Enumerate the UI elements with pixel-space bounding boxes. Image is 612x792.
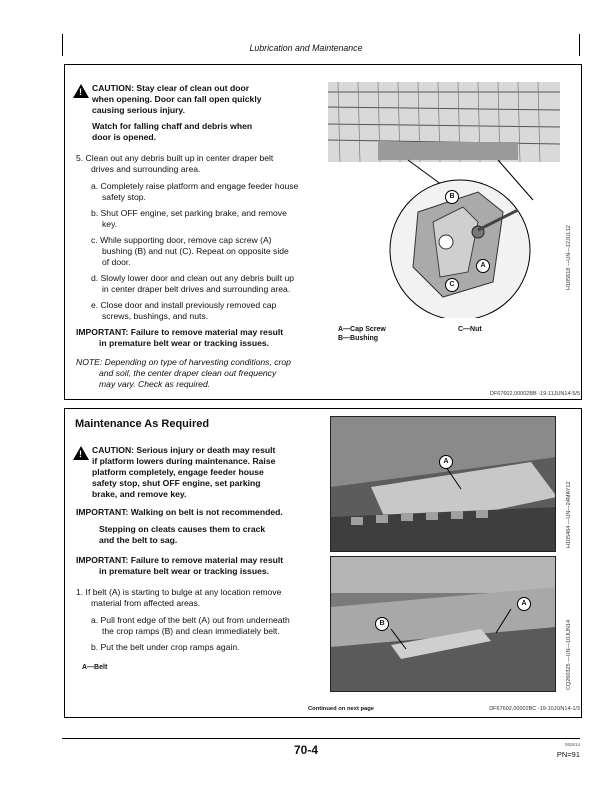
running-header: Lubrication and Maintenance [249,43,363,53]
substep-b: b. Put the belt under crop ramps again. [91,642,240,652]
draper-door-photo [328,82,560,318]
note: NOTE: Depending on type of harvesting conditions, crop [76,357,291,367]
photo-id: H105618 —UN—12JUL12 [566,225,572,290]
photo-id: H105464 —UN—24MAY12 [566,481,572,548]
callout-a: A [476,259,490,273]
caution-line: platform completely, engage feeder house [92,467,264,477]
important-note: IMPORTANT: Failure to remove material may result [76,327,284,337]
legend-c: C—Nut [458,326,482,333]
section-heading: Maintenance As Required [75,418,210,430]
reference-code: DF67602,00002BB -19-11JUN14-5/5 [489,391,580,397]
important-note: IMPORTANT: Walking on belt is not recommended. [76,507,283,517]
substep-c: c. While supporting door, remove cap screw (A) [91,235,272,245]
step-warning: Stepping on cleats causes them to crack [99,524,266,534]
caution-line: CAUTION: Serious injury or death may result [92,445,276,455]
reference-code: DF67602,00002BC -19-10JUN14-1/3 [489,706,580,712]
footer-rule [62,738,580,739]
small-code: 062614 [564,742,580,747]
substep-a-cont: the crop ramps (B) and clean immediately belt. [102,626,280,636]
step-5: 5. Clean out any debris built up in center draper belt [76,153,274,163]
caution-line: safety stop, shut OFF engine, set parking [92,478,261,488]
item-1-cont: material from affected areas. [91,598,201,608]
substep-e-cont: screws, bushings, and nuts. [102,311,209,321]
platform-belt-photo [330,416,556,552]
pn-code: PN=91 [556,750,580,759]
watch-line: door is opened. [92,132,156,142]
callout-b: B [445,190,459,204]
substep-b-cont: key. [102,219,118,229]
caution-line: when opening. Door can fall open quickly [92,94,262,104]
caution-line: causing serious injury. [92,105,185,115]
continued-note: Continued on next page [308,706,375,712]
callout-a: A [517,597,531,611]
legend-b: B—Bushing [338,335,379,342]
substep-d: d. Slowly lower door and clean out any debris built up [91,273,295,283]
warning-triangle-icon: ! [73,84,89,98]
page-number: 70-4 [293,743,319,757]
callout-c: C [445,278,459,292]
legend-a: A—Belt [82,664,108,671]
callout-b: B [375,617,389,631]
crop-ramp-photo [330,556,556,692]
warning-triangle-icon: ! [73,446,89,460]
step-5-cont: drives and surrounding area. [91,164,201,174]
watch-line: Watch for falling chaff and debris when [92,121,253,131]
note-cont: may vary. Check as required. [99,379,211,389]
photo-id: CQ260325 —UN—10JUN14 [566,619,572,690]
substep-c-cont: of door. [102,257,131,267]
note-cont: and soil, the center draper clean out frequency [99,368,277,378]
legend-a: A—Cap Screw [338,326,386,333]
substep-c-cont: bushing (B) and nut (C). Repeat on opposite side [102,246,289,256]
substep-a: a. Pull front edge of the belt (A) out from underneath [91,615,290,625]
caution-line: CAUTION: Stay clear of clean out door [92,83,250,93]
step-warning-cont: and the belt to sag. [99,535,178,545]
substep-b: b. Shut OFF engine, set parking brake, and remove [91,208,287,218]
important-note-cont: in premature belt wear or tracking issues. [99,338,270,348]
substep-a-cont: safety stop. [102,192,146,202]
caution-line: if platform lowers during maintenance. Raise [92,456,276,466]
callout-a: A [439,455,453,469]
substep-a: a. Completely raise platform and engage feeder house [91,181,299,191]
important-note-cont: in premature belt wear or tracking issues. [99,566,270,576]
substep-d-cont: in center draper belt drives and surrounding area. [102,284,291,294]
header-right-rule [579,34,580,56]
caution-line: brake, and remove key. [92,489,187,499]
item-1: 1. If belt (A) is starting to bulge at any location remove [76,587,282,597]
substep-e: e. Close door and install previously removed cap [91,300,277,310]
important-note: IMPORTANT: Failure to remove material may result [76,555,284,565]
